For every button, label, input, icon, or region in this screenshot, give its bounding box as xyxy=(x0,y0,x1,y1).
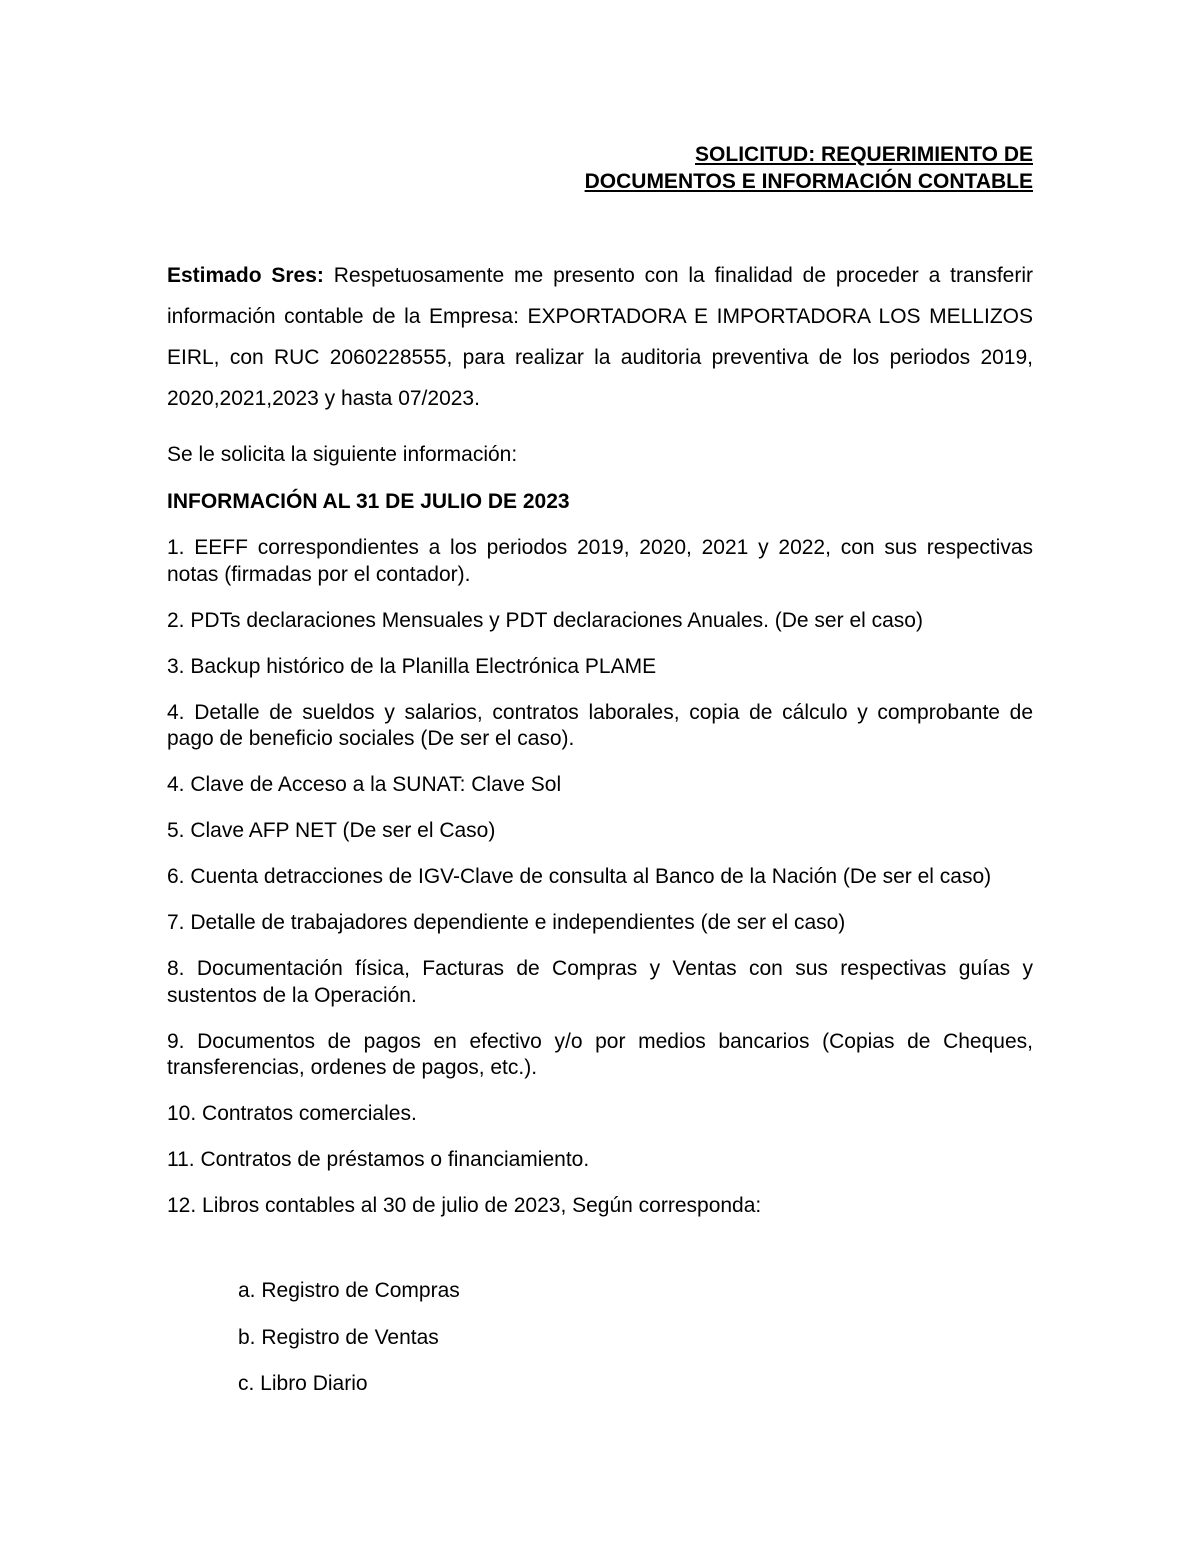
title-line-1: SOLICITUD: REQUERIMIENTO DE xyxy=(695,143,1033,166)
sublist-item: a. Registro de Compras xyxy=(238,1279,460,1302)
intro-paragraph xyxy=(167,255,1033,419)
list-item: 7. Detalle de trabajadores dependiente e independientes (de ser el caso) xyxy=(167,911,846,934)
list-item: 10. Contratos comerciales. xyxy=(167,1102,417,1125)
list-item: 9. Documentos de pagos en efectivo y/o por medios bancarios (Copias de Cheques, transferencias, ordenes de pagos, etc.). xyxy=(167,1029,1033,1079)
list-item: 3. Backup histórico de la Planilla Electrónica PLAME xyxy=(167,654,657,678)
list-item: 12. Libros contables al 30 de julio de 2023, Según corresponda: xyxy=(167,1194,762,1217)
salutation: Estimado Sres: xyxy=(167,264,324,287)
list-item: 5. Clave AFP NET (De ser el Caso) xyxy=(167,819,496,842)
list-item: 4. Clave de Acceso a la SUNAT: Clave Sol xyxy=(167,773,562,796)
list-item: 1. EEFF correspondientes a los periodos 2019, 2020, 2021 y 2022, con sus respectivas notas (firmadas por el contador). xyxy=(167,536,1033,586)
sublist-item: c. Libro Diario xyxy=(238,1372,368,1395)
list-item: 6. Cuenta detracciones de IGV-Clave de consulta al Banco de la Nación (De ser el caso) xyxy=(167,865,992,888)
list-item: 11. Contratos de préstamos o financiamiento. xyxy=(167,1148,590,1171)
list-item: 2. PDTs declaraciones Mensuales y PDT declaraciones Anuales. (De ser el caso) xyxy=(167,608,923,632)
accounting-books-sublist xyxy=(238,1277,460,1417)
document-title xyxy=(585,141,1033,195)
request-lead: Se le solicita la siguiente información: xyxy=(167,443,518,466)
list-item: 4. Detalle de sueldos y salarios, contratos laborales, copia de cálculo y comprobante de pago de beneficio sociales (De ser el caso). xyxy=(167,700,1033,750)
sublist-item: b. Registro de Ventas xyxy=(238,1325,439,1349)
requirements-list xyxy=(167,535,1033,1239)
list-item: 8. Documentación física, Facturas de Compras y Ventas con sus respectivas guías y sustentos de la Operación. xyxy=(167,957,1033,1007)
intro-body: Respetuosamente me presento con la finalidad de proceder a transferir información contable de la Empresa: EXPORTADORA E IMPORTADORA LOS MELLIZOS EIRL, con RUC 2060228555, para realizar la auditoria preventiva de los periodos 2019, 2020,2021,2023 y hasta 07/2023. xyxy=(167,264,1033,410)
title-line-2: DOCUMENTOS E INFORMACIÓN CONTABLE xyxy=(584,170,1033,193)
section-heading: INFORMACIÓN AL 31 DE JULIO DE 2023 xyxy=(167,490,570,513)
